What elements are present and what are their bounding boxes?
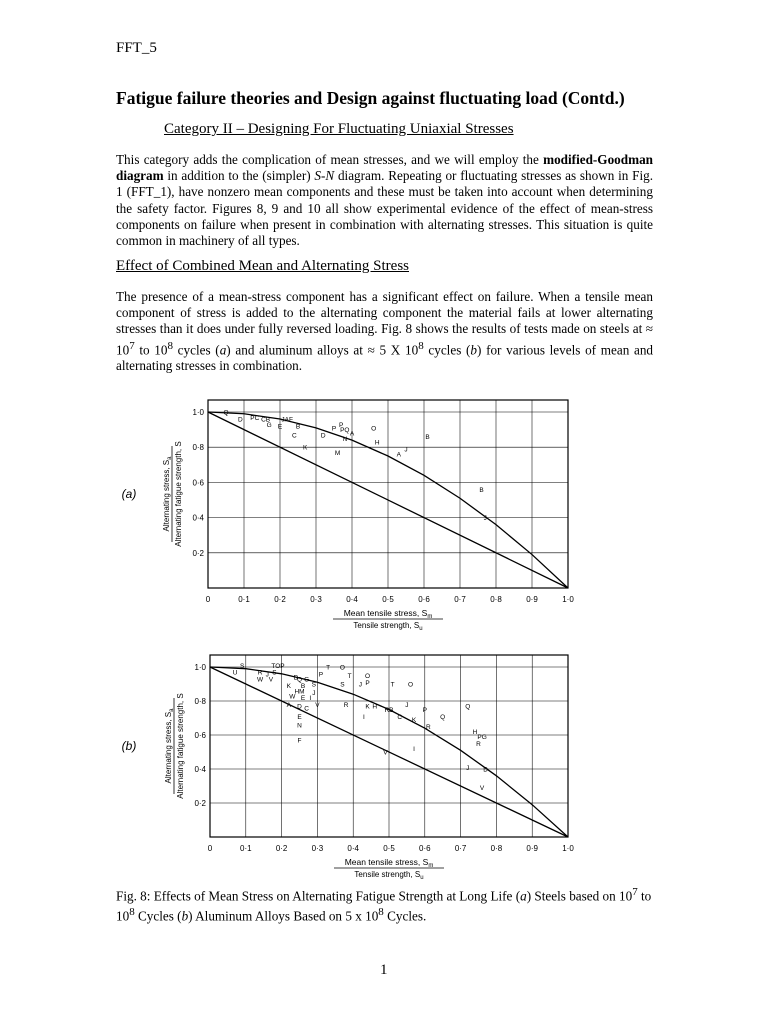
y-tick-label: 0·8: [194, 697, 206, 706]
data-point-label: V: [479, 785, 485, 793]
data-point-label: JAF: [281, 416, 293, 424]
caption-text: ) Steels based on 10: [526, 888, 633, 904]
data-point-label: D: [238, 416, 243, 424]
data-point-label: P: [339, 421, 344, 429]
x-tick-label: 0·2: [274, 595, 286, 604]
data-point-label: A: [349, 430, 355, 438]
data-point-label: G: [266, 421, 272, 429]
panel-label: (a): [121, 487, 137, 501]
y-tick-label: 0·2: [192, 548, 204, 558]
subsection-heading: Effect of Combined Mean and Alternating Stress: [116, 258, 409, 274]
data-point-label: P: [365, 679, 370, 687]
data-point-label: TOP: [271, 662, 285, 670]
data-point-label: Q: [296, 676, 303, 684]
data-point-label: O: [364, 673, 371, 680]
figure-caption: [116, 884, 656, 925]
data-point-label: C: [304, 705, 310, 713]
data-point-label: S: [272, 669, 277, 677]
data-point-label: S: [340, 681, 345, 689]
caption-text: to 10: [116, 888, 652, 924]
x-axis-label-denominator: Tensile strength, $S_u$: [353, 621, 423, 632]
data-point-label: F: [297, 737, 302, 745]
superscript: 7: [129, 339, 135, 352]
data-point-label: J: [358, 681, 362, 689]
data-point-label: Q: [223, 409, 229, 417]
x-tick-label: 0·1: [238, 595, 250, 604]
x-axis-label-numerator: Mean tensile stress, $S_m$: [343, 608, 433, 620]
data-point-label: H: [472, 729, 478, 737]
chart-panel-a: [122, 400, 575, 632]
paragraph-text: cycles (: [423, 342, 471, 357]
paragraph-text: in addition to the (simpler): [163, 168, 315, 184]
data-point-label: K: [411, 717, 417, 725]
data-point-label: D: [293, 674, 299, 682]
bold-term: modified-Goodman diagram: [116, 152, 653, 184]
data-point-label: N: [297, 722, 302, 730]
superscript: 8: [129, 906, 135, 919]
data-point-label: I: [309, 695, 312, 703]
data-point-label: PQ: [340, 427, 350, 435]
y-tick-label: 0·6: [192, 478, 204, 488]
data-point-label: P: [331, 425, 337, 433]
caption-text: Cycles (: [134, 908, 182, 924]
superscript: 8: [167, 339, 173, 352]
superscript: 8: [378, 906, 384, 919]
caption-text: ) Aluminum Alloys Based on 5 x 10: [188, 908, 379, 924]
x-tick-label: 0·1: [240, 844, 252, 853]
x-tick-label: 1·0: [562, 595, 574, 604]
document-header: FFT_5: [116, 40, 157, 56]
data-point-label: C: [397, 713, 403, 721]
data-point-label: RB: [384, 707, 394, 714]
data-point-label: D: [483, 766, 489, 774]
data-point-label: V: [383, 749, 388, 757]
x-tick-label: 0·7: [454, 844, 467, 853]
data-point-label: K: [303, 444, 308, 452]
page-title: Fatigue failure theories and Design against fluctuating load (Contd.): [116, 88, 625, 108]
data-point-label: T: [326, 664, 331, 672]
data-point-label: J: [483, 515, 487, 523]
data-point-label: O: [407, 681, 414, 689]
data-point-label: P: [422, 707, 427, 714]
data-point-label: I: [413, 746, 415, 754]
italic-term: b: [181, 908, 189, 924]
italic-term: S-N: [314, 168, 335, 184]
data-point-label: T: [390, 681, 395, 689]
data-point-label: H: [374, 439, 380, 447]
panel-label: (b): [121, 739, 137, 753]
y-axis-label-numerator: Alternating stress, $S_a$: [162, 456, 173, 532]
y-tick-label: 0·6: [194, 731, 206, 740]
data-point-label: A: [396, 451, 401, 459]
data-point-label: D: [297, 703, 302, 711]
x-tick-label: 1·0: [562, 844, 574, 853]
data-point-label: J: [466, 764, 470, 772]
x-tick-label: 0: [207, 844, 213, 853]
paragraph-text: ) and aluminum alloys at ≈ 5 X 10: [226, 342, 419, 357]
data-point-label: V: [268, 676, 274, 684]
data-point-label: B: [300, 683, 306, 691]
y-axis-label-numerator: Alternating stress, $S_a$: [164, 708, 175, 784]
chart-panel-b: [122, 655, 575, 880]
x-axis-label-denominator: Tensile strength, $S_u$: [354, 870, 424, 880]
x-tick-label: 0·2: [275, 844, 288, 853]
paragraph-effect: [116, 289, 653, 374]
section-heading: Category II – Designing For Fluctuating Uniaxial Stresses: [164, 121, 514, 137]
paragraph-text: ) for various levels of mean and alternating stresses in combination.: [116, 342, 654, 374]
x-tick-label: 0·6: [419, 844, 431, 853]
data-point-label: T: [347, 673, 352, 680]
data-point-label: A: [286, 701, 291, 709]
paragraph-text: This category adds the complication of mean stresses, and we will employ the: [116, 152, 544, 167]
data-point-label: PC: [250, 414, 260, 422]
figure-8: [0, 370, 768, 880]
data-point-label: R: [257, 669, 263, 677]
x-tick-label: 0: [205, 595, 211, 604]
italic-term: a: [520, 888, 527, 904]
paragraph-text: diagram. Repeating or fluctuating stresses as shown in Fig. 1 (FFT_1), have nonzero mean components and these must be taken into account when determining the safety factor. Figures 8, 9 and 10 all show experimental evidence of the effect of mean-stress components on failure when present in combination with alternating stresses. This situation is quite common in machinery of all types.: [116, 168, 654, 249]
y-axis-label-denominator: Alternating fatigue strength, S: [174, 441, 183, 547]
x-tick-label: 0·4: [346, 595, 358, 604]
data-point-label: M: [334, 449, 341, 457]
data-point-label: S: [240, 662, 245, 670]
caption-text: Cycles.: [383, 908, 427, 924]
data-point-label: D: [320, 432, 326, 440]
data-point-label: H: [372, 703, 378, 711]
x-tick-label: 0·6: [418, 595, 430, 604]
y-tick-label: 0·2: [194, 799, 206, 808]
caption-text: Fig. 8: Effects of Mean Stress on Alternating Fatigue Strength at Long Life (: [116, 888, 521, 904]
x-tick-label: 0·9: [526, 595, 538, 604]
data-point-label: G: [304, 676, 310, 684]
data-point-label: E: [297, 713, 302, 721]
data-point-label: CB: [261, 416, 271, 424]
data-point-label: HM: [294, 688, 305, 696]
data-point-label: P: [318, 671, 324, 679]
y-axis-label: [162, 441, 183, 546]
paragraph-intro: [116, 152, 653, 249]
data-point-label: J: [265, 671, 269, 679]
data-point-label: B: [295, 423, 301, 431]
superscript: 7: [632, 886, 638, 898]
data-point-label: N: [342, 435, 348, 443]
data-point-label: E: [277, 423, 283, 431]
data-point-label: B: [479, 486, 484, 494]
data-point-label: K: [286, 683, 291, 691]
x-tick-label: 0·3: [310, 595, 322, 604]
data-point-label: I: [363, 713, 365, 721]
data-point-label: J: [405, 701, 409, 709]
y-tick-label: 1·0: [194, 663, 206, 672]
paragraph-text: to 10: [134, 342, 168, 357]
page-number: 1: [380, 962, 388, 978]
data-point-label: B: [425, 434, 430, 442]
y-tick-label: 1·0: [192, 408, 204, 417]
x-tick-label: 0·4: [347, 844, 359, 853]
paragraph-text: The presence of a mean-stress component has a significant effect on failure. When a tensile mean component of stress is added to the alternating component the material fails at lower alternating stresses than it does under fully reversed loading. Fig. 8 shows the results of tests made on steels at ≈ 10: [116, 289, 653, 357]
x-tick-label: 0·3: [311, 844, 324, 853]
data-point-label: E: [300, 695, 306, 703]
data-point-label: V: [315, 701, 320, 709]
x-axis-label-numerator: Mean tensile stress, $S_m$: [344, 857, 434, 869]
italic-term: a: [219, 342, 227, 357]
data-point-label: R: [343, 701, 349, 709]
y-tick-label: 0·4: [192, 513, 204, 523]
x-tick-label: 0·5: [382, 595, 394, 604]
italic-term: b: [470, 342, 477, 357]
y-tick-label: 0·8: [192, 443, 204, 453]
data-point-label: Q: [440, 713, 446, 721]
data-point-label: O: [339, 664, 345, 672]
data-point-label: Q: [465, 703, 471, 711]
data-point-label: K: [365, 703, 370, 711]
data-point-label: W: [257, 676, 264, 684]
y-axis-label-denominator: Alternating fatigue strength, S: [176, 693, 185, 799]
data-point-label: R: [426, 724, 431, 731]
data-point-label: R: [476, 741, 481, 748]
y-tick-label: 0·4: [194, 765, 206, 774]
paragraph-text: cycles (: [173, 342, 220, 357]
y-axis-label: [164, 693, 185, 798]
x-tick-label: 0·8: [490, 844, 503, 853]
data-point-label: O: [371, 425, 377, 433]
x-tick-label: 0·8: [490, 595, 502, 604]
x-tick-label: 0·5: [383, 844, 395, 853]
data-point-label: U: [232, 669, 238, 677]
superscript: 8: [418, 339, 424, 352]
x-tick-label: 0·7: [454, 595, 466, 604]
data-point-label: C: [292, 432, 297, 440]
data-point-label: J: [404, 446, 408, 454]
data-point-label: J: [312, 690, 316, 697]
data-point-label: S: [311, 681, 316, 689]
data-point-label: PG: [477, 734, 487, 742]
data-point-label: W: [289, 693, 296, 701]
x-tick-label: 0·9: [526, 844, 538, 853]
